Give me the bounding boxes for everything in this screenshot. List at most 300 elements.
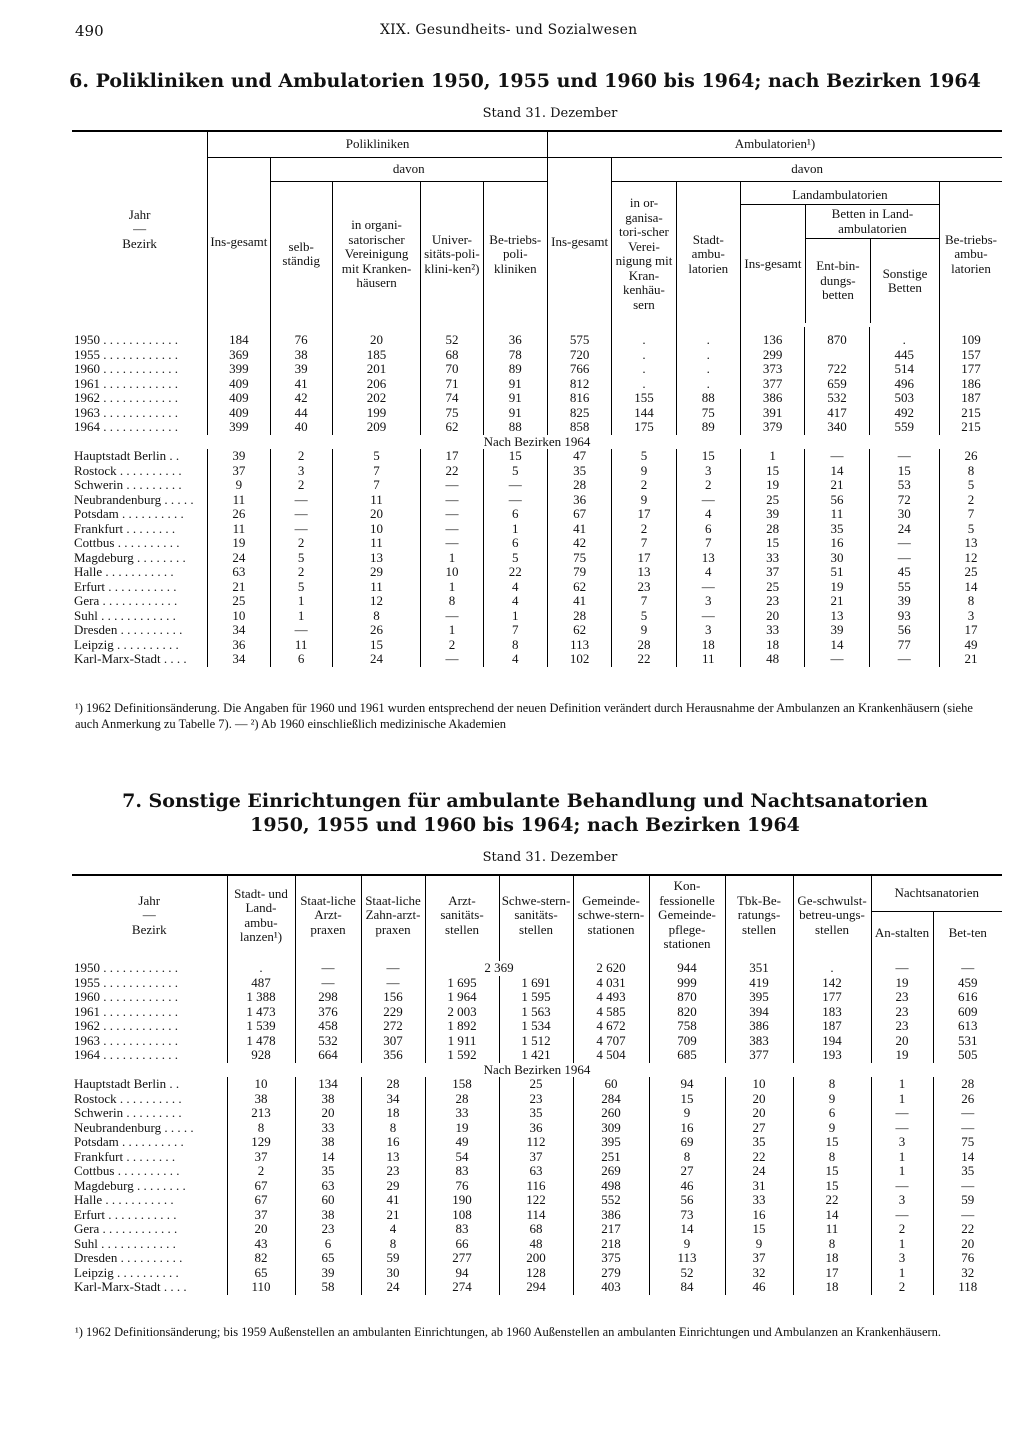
table-cell: 63	[499, 1164, 573, 1179]
row-label: Magdeburg . . . . . . . .	[74, 550, 186, 565]
row-label: Gera . . . . . . . . . . . .	[74, 594, 178, 608]
table-row	[72, 1251, 1002, 1266]
table-cell: 4 672	[573, 1019, 649, 1034]
section-row	[72, 1063, 1002, 1078]
table-cell: 14	[805, 464, 869, 479]
table-cell: 1	[740, 449, 804, 464]
row-label: Dresden . . . . . . . . . .	[74, 1251, 183, 1265]
table-cell: 11	[332, 580, 420, 595]
table-cell: 75	[676, 406, 740, 421]
table-cell: —	[421, 507, 483, 522]
table-cell: 870	[649, 990, 725, 1005]
table-cell: 1	[421, 580, 483, 595]
table-cell: 67	[227, 1179, 295, 1194]
table-cell: 26	[933, 1092, 1002, 1107]
table-cell: 23	[871, 990, 933, 1005]
table-row	[72, 333, 1002, 348]
table-row	[72, 623, 1002, 638]
table-cell: 870	[805, 333, 869, 348]
table-cell: 60	[295, 1193, 361, 1208]
table-cell: 375	[573, 1251, 649, 1266]
table-cell: 20	[740, 609, 804, 624]
table-cell: 9	[649, 1237, 725, 1252]
table-cell: 2	[612, 478, 676, 493]
table6-head-polikliniken: Polikliniken	[208, 131, 548, 157]
table-cell: 155	[612, 391, 676, 406]
table-cell: 251	[573, 1150, 649, 1165]
table-cell: 52	[421, 333, 483, 348]
table-cell: 48	[740, 652, 804, 667]
table-cell: 102	[547, 652, 611, 667]
table-cell: 4 031	[573, 976, 649, 991]
table-cell: 383	[725, 1034, 793, 1049]
table-cell: 37	[499, 1150, 573, 1165]
table6-footnote: ¹) 1962 Definitionsänderung. Die Angaben für 1960 und 1961 wurden entsprechend der neuen Definition verändert durch Herausnahme der Ambulanzen an Krankenhäusern (siehe auch Anmerkung zu Tabelle 7). — ²) Ab 1960 einschließlich medizinische Akademien	[75, 701, 973, 731]
table-cell: 419	[725, 976, 793, 991]
table-cell: 58	[295, 1280, 361, 1295]
table-cell: 77	[869, 638, 939, 653]
table-cell: 142	[793, 976, 871, 991]
row-label: Erfurt . . . . . . . . . . .	[74, 579, 177, 594]
table-cell: 19	[208, 536, 270, 551]
table-cell: 21	[361, 1208, 425, 1223]
row-label: 1964 . . . . . . . . . . . .	[74, 1048, 178, 1062]
table-cell: 26	[939, 449, 1002, 464]
table-cell: 15	[483, 449, 547, 464]
table-cell: 24	[208, 551, 270, 566]
table-cell: 94	[649, 1077, 725, 1092]
table-cell: 9	[793, 1092, 871, 1107]
table-cell: 36	[547, 493, 611, 508]
table-cell: 41	[547, 594, 611, 609]
table-cell: 269	[573, 1164, 649, 1179]
table-cell: —	[933, 1121, 1002, 1136]
table-cell: 71	[421, 377, 483, 392]
table-cell: —	[270, 623, 332, 638]
table-cell: 1	[871, 1150, 933, 1165]
table-cell: 136	[740, 333, 804, 348]
section-heading: Nach Bezirken 1964	[483, 1061, 591, 1077]
table-cell: 14	[933, 1150, 1002, 1165]
table-cell: 2	[421, 638, 483, 653]
table-row	[72, 551, 1002, 566]
table-cell: 8	[649, 1150, 725, 1165]
table-cell: 409	[208, 406, 270, 421]
table-cell: —	[805, 652, 869, 667]
table-cell: 177	[793, 990, 871, 1005]
table-cell: 6	[270, 652, 332, 667]
row-label: Frankfurt . . . . . . . .	[74, 521, 176, 536]
table-cell: 1 695	[425, 976, 499, 991]
table-cell: 409	[208, 391, 270, 406]
table7-col-7: Kon-fessionelle Gemeinde-pflege-stationen	[649, 875, 725, 955]
table-cell: 2 003	[425, 1005, 499, 1020]
table-cell: —	[869, 536, 939, 551]
table-cell: 5	[270, 580, 332, 595]
table-cell: 56	[869, 623, 939, 638]
table-cell: 67	[227, 1193, 295, 1208]
table-cell: 39	[740, 507, 804, 522]
table-cell: 532	[295, 1034, 361, 1049]
table-cell: 21	[805, 478, 869, 493]
table-cell: 294	[499, 1280, 573, 1295]
table-cell: 1 388	[227, 990, 295, 1005]
table-cell: 3	[676, 594, 740, 609]
table-cell: 299	[740, 348, 804, 363]
row-label: Neubrandenburg . . . . .	[74, 492, 194, 507]
table-cell: 25	[740, 580, 804, 595]
table-cell: 46	[649, 1179, 725, 1194]
table-cell: 27	[725, 1121, 793, 1136]
table-row	[72, 1135, 1002, 1150]
table-cell: 1 592	[425, 1048, 499, 1063]
table-cell: 5	[483, 551, 547, 566]
table-cell: 23	[871, 1005, 933, 1020]
table7-col-3: Staat-liche Zahn-arzt-praxen	[361, 875, 425, 955]
table-cell: 59	[361, 1251, 425, 1266]
table-cell: 16	[649, 1121, 725, 1136]
table-cell: 1 892	[425, 1019, 499, 1034]
table-cell: 17	[421, 449, 483, 464]
table-cell: —	[421, 652, 483, 667]
table6-col-6: Ins-gesamt	[547, 157, 611, 327]
row-label: 1950 . . . . . . . . . . . .	[74, 961, 178, 975]
table-cell: —	[933, 1208, 1002, 1223]
table-cell: 62	[547, 580, 611, 595]
table-cell: 613	[933, 1019, 1002, 1034]
table-cell: 394	[725, 1005, 793, 1020]
table-cell: 3	[676, 623, 740, 638]
table-cell: 91	[483, 391, 547, 406]
table-cell: 15	[740, 464, 804, 479]
table-cell: 122	[499, 1193, 573, 1208]
table-cell: 999	[649, 976, 725, 991]
table-cell: 307	[361, 1034, 425, 1049]
table-cell: 26	[208, 507, 270, 522]
table-cell: 8	[939, 464, 1002, 479]
table-cell: 664	[295, 1048, 361, 1063]
table-cell: 36	[208, 638, 270, 653]
table-cell: 21	[939, 652, 1002, 667]
table7-head-jahr-bezirk: Jahr — Bezirk	[72, 875, 227, 955]
table-cell: 33	[725, 1193, 793, 1208]
table-cell: 7	[332, 478, 420, 493]
table-cell: 22	[793, 1193, 871, 1208]
table-cell: 23	[295, 1222, 361, 1237]
table-cell: 34	[361, 1092, 425, 1107]
table-cell: 47	[547, 449, 611, 464]
table-cell: 13	[805, 609, 869, 624]
table-row	[72, 638, 1002, 653]
table-cell: 45	[869, 565, 939, 580]
table-cell: 24	[869, 522, 939, 537]
table-row	[72, 1092, 1002, 1107]
table-cell: 4 707	[573, 1034, 649, 1049]
table-cell: 156	[361, 990, 425, 1005]
table-cell: 56	[649, 1193, 725, 1208]
row-label: Dresden . . . . . . . . . .	[74, 623, 183, 637]
table-cell: 37	[208, 464, 270, 479]
table-cell: 116	[499, 1179, 573, 1194]
table-cell: 2	[270, 478, 332, 493]
table-cell: 217	[573, 1222, 649, 1237]
table-cell: 1 421	[499, 1048, 573, 1063]
table-cell: —	[871, 1121, 933, 1136]
table-cell: 379	[740, 420, 804, 435]
table-cell: 144	[612, 406, 676, 421]
table-cell: 4 504	[573, 1048, 649, 1063]
table-row	[72, 1150, 1002, 1165]
table-cell: 11	[676, 652, 740, 667]
table7	[72, 874, 1002, 1295]
table-cell: 70	[421, 362, 483, 377]
table-cell: 184	[208, 333, 270, 348]
table-cell: 1	[270, 594, 332, 609]
table6-head-davon-amb: davon	[612, 157, 1002, 181]
table-cell: 25	[499, 1077, 573, 1092]
table7-col-1: Stadt- und Land-ambu-lanzen¹)	[227, 875, 295, 955]
table7-col-6: Gemeinde-schwe-stern-stationen	[573, 875, 649, 955]
table-cell: 28	[361, 1077, 425, 1092]
table-cell: —	[933, 961, 1002, 976]
table-cell: 399	[208, 362, 270, 377]
table-cell: 11	[332, 493, 420, 508]
table-cell: 28	[740, 522, 804, 537]
table-cell: 2	[676, 478, 740, 493]
table-cell: 20	[933, 1237, 1002, 1252]
table6-col-1: Ins-gesamt	[208, 157, 270, 327]
table-cell: 68	[499, 1222, 573, 1237]
table-cell: 16	[725, 1208, 793, 1223]
table-cell: 722	[805, 362, 869, 377]
table-cell: 93	[869, 609, 939, 624]
table-cell: 199	[332, 406, 420, 421]
table-cell: 51	[805, 565, 869, 580]
table-cell: 758	[649, 1019, 725, 1034]
table-cell: 4	[483, 580, 547, 595]
table-cell: 43	[227, 1237, 295, 1252]
table-cell: 36	[483, 333, 547, 348]
table-cell: 15	[869, 464, 939, 479]
table-cell: 391	[740, 406, 804, 421]
table-cell: 4	[483, 594, 547, 609]
table-cell: 60	[573, 1077, 649, 1092]
table-cell: —	[933, 1179, 1002, 1194]
table-cell: 4 493	[573, 990, 649, 1005]
table-row	[72, 1164, 1002, 1179]
table7-head-nachtsanatorien: Nachtsanatorien	[871, 875, 1002, 911]
table-cell: 559	[869, 420, 939, 435]
table-cell: 23	[361, 1164, 425, 1179]
table-cell: 157	[939, 348, 1002, 363]
table-row	[72, 594, 1002, 609]
table-cell: 37	[740, 565, 804, 580]
table-cell: 75	[933, 1135, 1002, 1150]
table-cell: 55	[869, 580, 939, 595]
table-cell: 39	[295, 1266, 361, 1281]
table-cell: 14	[805, 638, 869, 653]
table-cell: 74	[421, 391, 483, 406]
table-cell: 177	[939, 362, 1002, 377]
table-cell: 1	[421, 551, 483, 566]
table-cell: 552	[573, 1193, 649, 1208]
table-cell: —	[871, 1208, 933, 1223]
table-cell: 21	[805, 594, 869, 609]
table-cell: 531	[933, 1034, 1002, 1049]
table-cell: 20	[871, 1034, 933, 1049]
table-cell: 17	[793, 1266, 871, 1281]
table-cell: 28	[933, 1077, 1002, 1092]
table-row	[72, 464, 1002, 479]
table-cell: 356	[361, 1048, 425, 1063]
table-cell: 73	[649, 1208, 725, 1223]
table-cell: 6	[793, 1106, 871, 1121]
row-label: Suhl . . . . . . . . . . . .	[74, 1236, 176, 1251]
row-label: Leipzig . . . . . . . . . .	[74, 637, 179, 652]
table-cell: 4	[676, 507, 740, 522]
table-cell: 158	[425, 1077, 499, 1092]
table-cell: 284	[573, 1092, 649, 1107]
table-cell: 39	[270, 362, 332, 377]
table-cell: 33	[740, 551, 804, 566]
table-cell	[805, 348, 869, 363]
table-cell: 7	[612, 594, 676, 609]
table-cell: 409	[208, 377, 270, 392]
table-cell: 30	[869, 507, 939, 522]
table-cell: 35	[295, 1164, 361, 1179]
table-cell: 49	[425, 1135, 499, 1150]
table-cell: 213	[227, 1106, 295, 1121]
table-cell: .	[676, 333, 740, 348]
table-cell: 229	[361, 1005, 425, 1020]
row-label: Karl-Marx-Stadt . . . .	[74, 1280, 187, 1294]
table-cell: 492	[869, 406, 939, 421]
table-cell: 69	[649, 1135, 725, 1150]
table-cell: 20	[725, 1106, 793, 1121]
table-cell: 9	[725, 1237, 793, 1252]
table-row	[72, 1208, 1002, 1223]
table-cell: 76	[933, 1251, 1002, 1266]
table-cell: .	[869, 333, 939, 348]
table-row	[72, 652, 1002, 667]
table-cell: 8	[793, 1077, 871, 1092]
table-cell: 340	[805, 420, 869, 435]
table-cell: 9	[649, 1106, 725, 1121]
table-cell: 2 620	[573, 961, 649, 976]
table-row	[72, 1179, 1002, 1194]
table-cell: —	[871, 961, 933, 976]
table6-title: 6. Polikliniken und Ambulatorien 1950, 1955 und 1960 bis 1964; nach Bezirken 1964	[69, 70, 981, 92]
table-cell: 42	[270, 391, 332, 406]
table-row	[72, 1019, 1002, 1034]
table-cell: 1	[483, 522, 547, 537]
table-cell: 20	[332, 507, 420, 522]
table-cell: 9	[612, 493, 676, 508]
table-cell: 5	[332, 449, 420, 464]
table-cell: 38	[295, 1092, 361, 1107]
row-label: 1962 . . . . . . . . . . . .	[74, 391, 178, 405]
table-cell: 200	[499, 1251, 573, 1266]
table-cell: —	[270, 507, 332, 522]
table-cell: 15	[793, 1179, 871, 1194]
table-cell: .	[676, 377, 740, 392]
table6-head-jahr-bezirk: Jahr — Bezirk	[72, 131, 208, 327]
table-cell: —	[421, 536, 483, 551]
table-cell: 49	[939, 638, 1002, 653]
row-label: Cottbus . . . . . . . . . .	[74, 1164, 180, 1178]
table-cell: 5	[612, 449, 676, 464]
table-cell: —	[676, 493, 740, 508]
table-cell: 7	[612, 536, 676, 551]
table-cell: 298	[295, 990, 361, 1005]
table-cell: 858	[547, 420, 611, 435]
table-cell: 2	[871, 1280, 933, 1295]
table-cell: 1 473	[227, 1005, 295, 1020]
table-cell: 6	[295, 1237, 361, 1252]
table-cell: 8	[483, 638, 547, 653]
table-cell: 76	[270, 333, 332, 348]
table-cell: 1 964	[425, 990, 499, 1005]
table-cell: 1	[871, 1092, 933, 1107]
table-cell: 16	[361, 1135, 425, 1150]
table-cell: 209	[332, 420, 420, 435]
table7-col-2: Staat-liche Arzt-praxen	[295, 875, 361, 955]
table-cell: 1 478	[227, 1034, 295, 1049]
table-cell: 89	[676, 420, 740, 435]
table-row	[72, 1222, 1002, 1237]
table-cell: 3	[871, 1251, 933, 1266]
table-cell: 13	[612, 565, 676, 580]
table-row	[72, 377, 1002, 392]
table-cell: 6	[676, 522, 740, 537]
table-cell: 20	[332, 333, 420, 348]
row-label: Neubrandenburg . . . . .	[74, 1120, 194, 1135]
table-cell: 8	[939, 594, 1002, 609]
table-cell: 89	[483, 362, 547, 377]
table-cell: 685	[649, 1048, 725, 1063]
table-cell: 24	[725, 1164, 793, 1179]
table-cell: —	[361, 961, 425, 976]
table-cell: 23	[740, 594, 804, 609]
table7-col-5: Schwe-stern-sanitäts-stellen	[499, 875, 573, 955]
row-label: Schwerin . . . . . . . . .	[74, 478, 182, 492]
row-label: 1950 . . . . . . . . . . . .	[74, 333, 178, 347]
table-cell: 3	[270, 464, 332, 479]
row-label: Halle . . . . . . . . . . .	[74, 1193, 174, 1207]
table-cell: 766	[547, 362, 611, 377]
table-cell: 185	[332, 348, 420, 363]
table-cell: 11	[793, 1222, 871, 1237]
table-cell: 2 369	[425, 961, 573, 976]
table7-title-line2: 1950, 1955 und 1960 bis 1964; nach Bezirken 1964	[250, 814, 800, 836]
table7-title-line1: 7. Sonstige Einrichtungen für ambulante Behandlung und Nachtsanatorien	[122, 790, 928, 812]
table-cell: 2	[270, 565, 332, 580]
table-cell: 4 585	[573, 1005, 649, 1020]
row-label: Rostock . . . . . . . . . .	[74, 463, 182, 478]
row-label: 1955 . . . . . . . . . . . .	[74, 975, 178, 990]
table6-col-7: in or-ganisa-tori-scher Verei-nigung mit Kran-kenhäu-sern	[612, 181, 676, 327]
table-cell: 403	[573, 1280, 649, 1295]
table-cell: 5	[270, 551, 332, 566]
table-cell: 19	[871, 1048, 933, 1063]
table-cell: 575	[547, 333, 611, 348]
table-cell: —	[483, 493, 547, 508]
table-row	[72, 1193, 1002, 1208]
table-cell: 56	[805, 493, 869, 508]
table-cell: 35	[725, 1135, 793, 1150]
table-cell: 351	[725, 961, 793, 976]
page-number: 490	[75, 22, 104, 40]
